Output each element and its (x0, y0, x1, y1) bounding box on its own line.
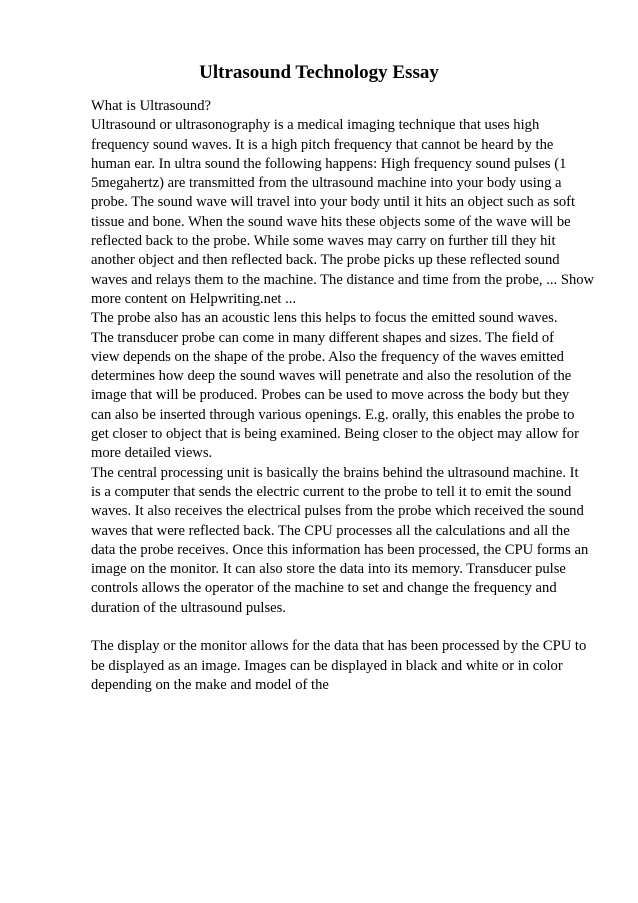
document-title: Ultrasound Technology Essay (199, 62, 439, 83)
document-body: What is Ultrasound? Ultrasound or ultrasonography is a medical imaging technique that uses high frequency sound waves. It is a high pitch frequency that cannot be heard by the human ear. In ultra sound the following happens: High frequency sound pulses (1 5megahertz) are transmitted from the ultrasound machine into your body using a probe. The sound wave will travel into your body until it hits an object such as soft tissue and bone. When the sound wave hits these objects some of the wave will be reflected back to the probe. While some waves may carry on further till they hit another object and then reflected back. The probe picks up these reflected sound waves and relays them to the machine. The distance and time from the probe, ... Show more content on Helpwriting.net ... The probe also has an acoustic lens this helps to focus the emitted sound waves. The transducer probe can come in many different shapes and sizes. The field of view depends on the shape of the probe. Also the frequency of the waves emitted determines how deep the sound waves will penetrate and also the resolution of the image that will be produced. Probes can be used to move across the body but they can also be inserted through various openings. E.g. orally, this enables the probe to get closer to object that is being examined. Being closer to the object may allow for more detailed views. The central processing unit is basically the brains behind the ultrasound machine. It is a computer that sends the electric current to the probe to tell it to emit the sound waves. It also receives the electrical pulses from the probe which received the sound waves that were reflected back. The CPU processes all the calculations and all the data the probe receives. Once this information has been processed, the CPU forms an image on the monitor. It can also store the data into its memory. Transducer pulse controls allows the operator of the machine to set and change the frequency and duration of the ultrasound pulses. The display or the monitor allows for the data that has been processed by the CPU to be displayed as an image. Images can be displayed in black and white or in color depending on the make and model of the (91, 98, 595, 693)
